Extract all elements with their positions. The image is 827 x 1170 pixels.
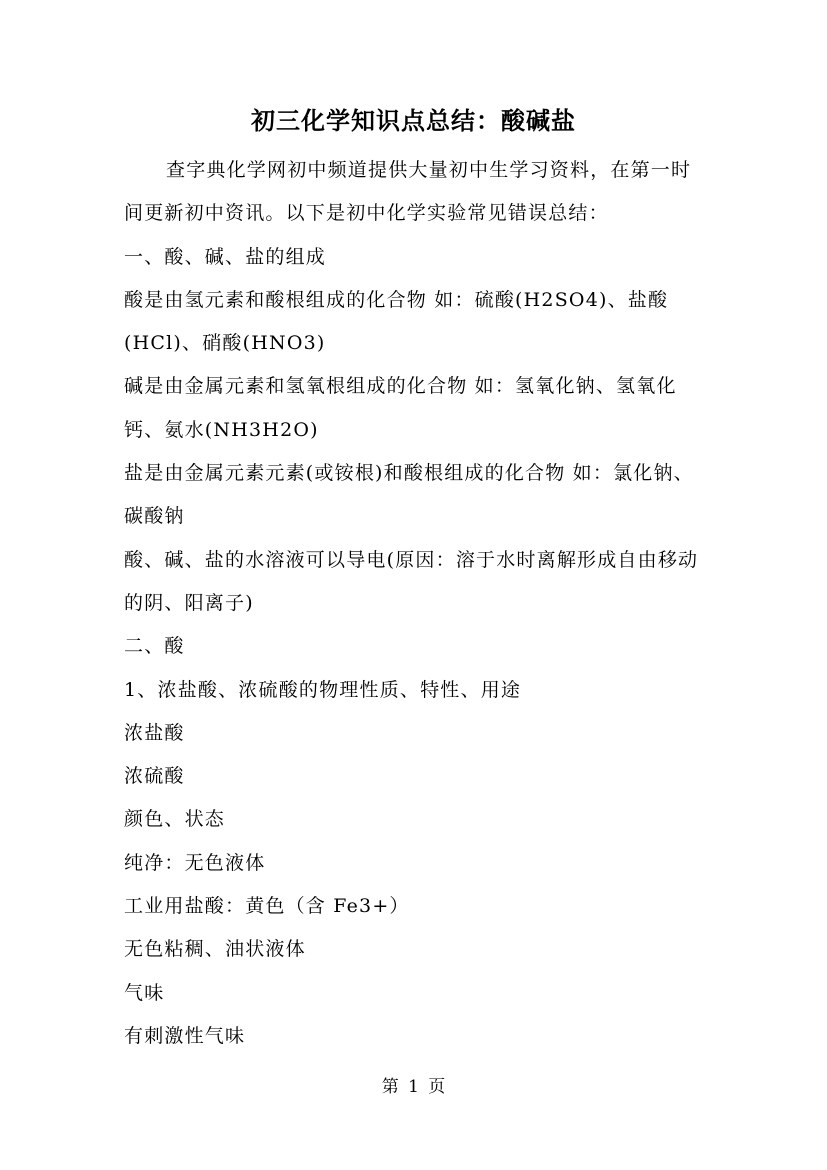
document-title: 初三化学知识点总结：酸碱盐 bbox=[251, 106, 576, 135]
subheading-properties: 1、浓盐酸、浓硫酸的物理性质、特性、用途 bbox=[124, 678, 522, 701]
text-line: 无色粘稠、油状液体 bbox=[124, 938, 306, 961]
text-line: 气味 bbox=[124, 981, 165, 1004]
paragraph-acid-definition: 酸是由氢元素和酸根组成的化合物 如：硫酸(H2SO4)、盐酸(HCl)、硝酸(HNO3) bbox=[124, 288, 669, 355]
paragraph-salt-definition: 盐是由金属元素元素(或铵根)和酸根组成的化合物 如：氯化钠、碳酸钠 bbox=[124, 462, 694, 528]
intro-paragraph: 查字典化学网初中频道提供大量初中生学习资料，在第一时间更新初中资讯。以下是初中化学实验常见错误总结： bbox=[124, 159, 692, 225]
text-line: 浓硫酸 bbox=[124, 765, 185, 788]
text-line: 工业用盐酸：黄色（含 Fe3+） bbox=[124, 895, 410, 918]
document-body bbox=[124, 149, 709, 1058]
page-number: 第 1 页 bbox=[381, 1077, 446, 1097]
text-line: 有刺激性气味 bbox=[124, 1024, 246, 1047]
text-line: 颜色、状态 bbox=[124, 808, 226, 831]
paragraph-base-definition: 碱是由金属元素和氢氧根组成的化合物 如：氢氧化钠、氢氧化钙、氨水(NH3H2O) bbox=[124, 375, 677, 441]
section-heading-composition: 一、酸、碱、盐的组成 bbox=[124, 245, 327, 268]
paragraph-conductivity: 酸、碱、盐的水溶液可以导电(原因：溶于水时离解形成自由移动的阴、阳离子) bbox=[124, 548, 699, 614]
text-line: 浓盐酸 bbox=[124, 721, 185, 744]
section-heading-acid: 二、酸 bbox=[124, 635, 185, 658]
text-line: 纯净：无色液体 bbox=[124, 851, 266, 874]
